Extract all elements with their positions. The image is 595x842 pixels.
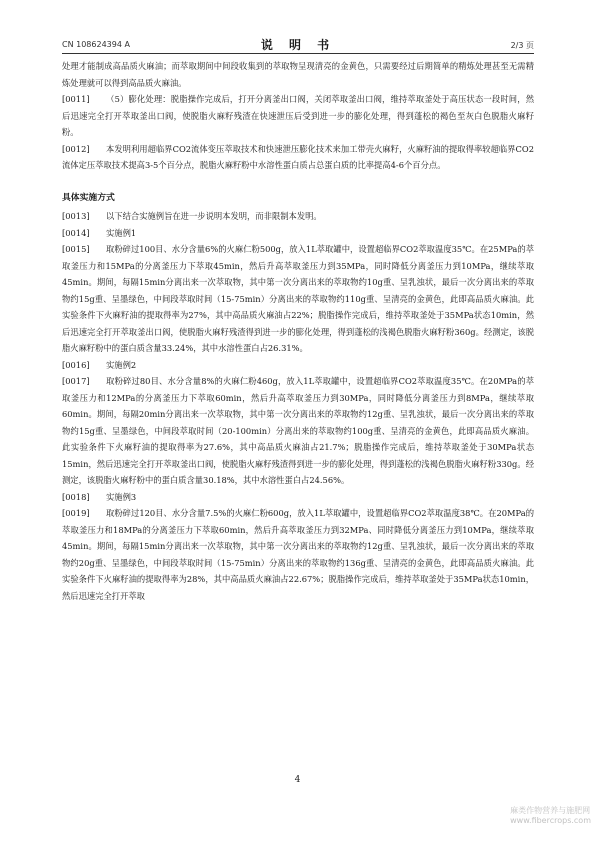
watermark-url: www.fibercrops.com <box>510 816 591 825</box>
paragraph-0016 <box>62 357 534 374</box>
publication-number: CN 108624394 A <box>62 40 130 49</box>
paragraph-text: 实施例3 <box>106 491 137 502</box>
paragraph-text: 实施例1 <box>106 227 137 238</box>
paragraph-number: [0011] <box>62 94 90 104</box>
paragraph-text: （5）膨化处理：脱脂操作完成后，打开分离釜出口阀，关闭萃取釜出口阀，维持萃取釜处于高压状态一段时间，然后迅速完全打开萃取釜出口阀，使脱脂火麻籽残渣在快速泄压后受到进一步的膨化处理，得到蓬松的褐色至灰白色脱脂火麻籽粉。 <box>62 94 534 137</box>
section-heading: 具体实施方式 <box>62 192 115 203</box>
paragraph-number: [0014] <box>62 227 90 238</box>
paragraph-number: [0018] <box>62 491 90 502</box>
paragraph-number: [0013] <box>62 211 90 221</box>
document-type-title: 说 明 书 <box>260 38 336 52</box>
paragraph-0011 <box>62 91 534 141</box>
paragraph-continuation <box>62 58 534 91</box>
paragraph-0018 <box>62 489 534 506</box>
paragraph-0014 <box>62 225 534 242</box>
paragraph-0019 <box>62 505 534 604</box>
paragraph-text: 处理才能制成高品质火麻油；而萃取期间中间段收集到的萃取物呈现清亮的金黄色，只需要经过后期简单的精炼处理甚至无需精炼处理就可以得到高品质火麻油。 <box>62 61 534 88</box>
paragraph-number: [0016] <box>62 359 90 370</box>
paragraph-text: 实施例2 <box>106 359 137 370</box>
paragraph-number: [0019] <box>62 508 90 518</box>
paragraph-number: [0017] <box>62 376 90 386</box>
paragraph-0015 <box>62 241 534 357</box>
page-header <box>62 37 534 54</box>
page-number: 4 <box>294 775 301 785</box>
paragraph-0013 <box>62 208 534 225</box>
document-body <box>62 58 534 604</box>
paragraph-text: 本发明利用超临界CO2流体变压萃取技术和快速泄压膨化技术来加工带壳火麻籽，火麻籽油的提取得率较超临界CO2流体定压萃取技术提高3-5个百分点，脱脂火麻籽粉中水溶性蛋白质占总蛋白质的比率提高4-6个百分点。 <box>62 143 534 170</box>
paragraph-number: [0012] <box>62 143 90 154</box>
paragraph-text: 取粉碎过120目、水分含量7.5%的火麻仁粉600g，放入1L萃取罐中，设置超临界CO2萃取温度38℃。在20MPa的萃取釜压力和18MPa的分离釜压力下萃取60min，然后升高萃取釜压力到32MPa、同时降低分离釜压力到10MPa，继续萃取45min。期间，每隔15min分离出来一次萃取物，其中第一次分离出来的萃取物约12g重、呈乳浊状，最后一次分离出来的萃取物约20g重、呈墨绿色，中间段萃取时间（15-75min）分离出来的萃取物约136g重、呈清亮的金黄色，此即高品质火麻油。此实验条件下火麻籽油的提取得率为28%，其中高品质火麻油占22.67%；脱脂操作完成后，维持萃取釜处于35MPa状态10min，然后迅速完全打开萃取 <box>62 508 534 601</box>
page-info: 2/3 页 <box>510 41 534 50</box>
paragraph-number: [0015] <box>62 244 90 254</box>
paragraph-0017 <box>62 373 534 489</box>
paragraph-text: 取粉碎过100目、水分含量6%的火麻仁粉500g，放入1L萃取罐中，设置超临界CO2萃取温度35℃。在25MPa的萃取釜压力和15MPa的分离釜压力下萃取45min，然后升高萃取釜压力到35MPa，同时降低分离釜压力到10MPa，继续萃取45min。期间，每隔15min分离出来一次萃取物，其中第一次分离出来的萃取物约10g重、呈乳浊状，最后一次分离出来的萃取物约15g重、呈墨绿色，中间段萃取时间（15-75min）分离出来的萃取物约110g重、呈清亮的金黄色，此即高品质火麻油。此实验条件下火麻籽油的提取得率为27%，其中高品质火麻油占22%；脱脂操作完成后，维持萃取釜处于35MPa状态10min，然后迅速完全打开萃取釜出口阀，使脱脂火麻籽残渣得到进一步的膨化处理，得到蓬松的浅褐色脱脂火麻籽粉360g。经测定，该脱脂火麻籽粉中的蛋白质含量33.24%，其中水溶性蛋白占26.31%。 <box>62 244 534 353</box>
watermark <box>510 806 591 826</box>
paragraph-text: 取粉碎过80目、水分含量8%的火麻仁粉460g，放入1L萃取罐中，设置超临界CO2萃取温度35℃。在20MPa的萃取釜压力和12MPa的分离釜压力下萃取60min，然后升高萃取釜压力到30MPa，同时降低分离釜压力到8MPa，继续萃取60min。期间，每隔20min分离出来一次萃取物，其中第一次分离出来的萃取物约12g重、呈乳浊状，最后一次分离出来的萃取物约15g重、呈墨绿色，中间段萃取时间（20-100min）分离出来的萃取物约100g重、呈清亮的金黄色，此即高品质火麻油。此实验条件下火麻籽油的提取得率为27.6%，其中高品质火麻油占21.7%；脱脂操作完成后，维持萃取釜处于30MPa状态15min，然后迅速完全打开萃取釜出口阀，使脱脂火麻籽残渣得到进一步的膨化处理，得到蓬松的浅褐色脱脂火麻籽粉330g。经测定，该脱脂火麻籽粉中的蛋白质含量30.18%，其中水溶性蛋白占24.56%。 <box>62 376 534 485</box>
watermark-site-name: 麻类作物营养与施肥网 <box>510 806 591 815</box>
paragraph-0012 <box>62 141 534 174</box>
paragraph-text: 以下结合实施例旨在进一步说明本发明，而非限制本发明。 <box>106 211 322 221</box>
